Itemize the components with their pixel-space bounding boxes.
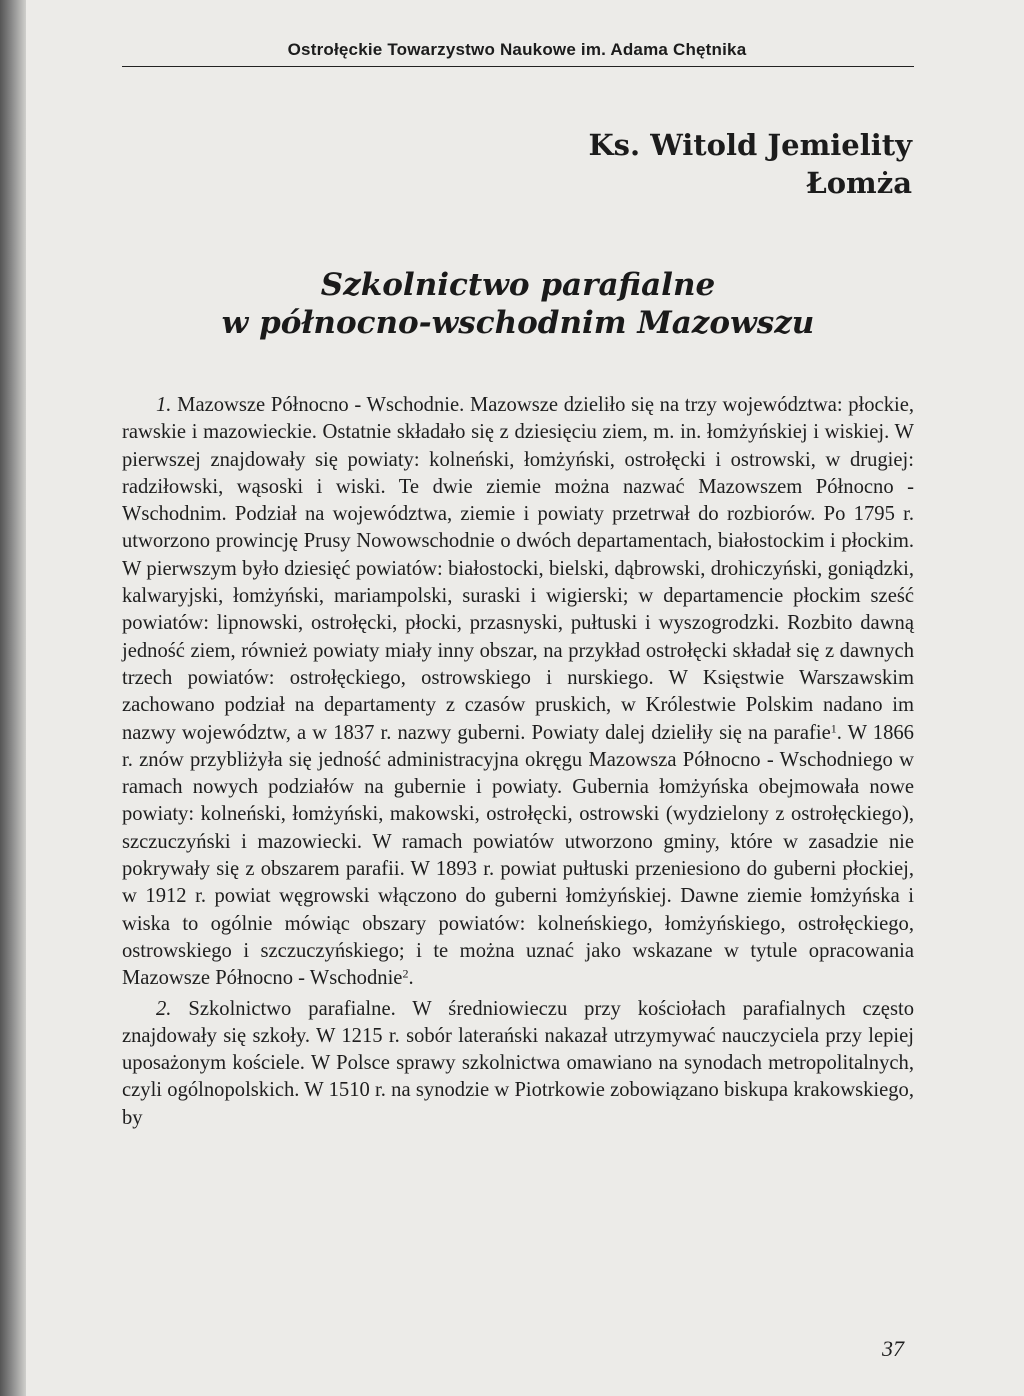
- header-rule: [122, 66, 914, 67]
- title-line-1: Szkolnictwo parafialne: [320, 267, 716, 303]
- author-block: [588, 126, 912, 202]
- section-1-text-a: Mazowsze Północno - Wschodnie. Mazowsze dzieliło się na trzy województwa: płockie, rawskie i mazowieckie. Ostatnie składało się z dziesięciu ziem, m. in. łomżyńskiej i wiskiej. W pierwszej znajdowały się powiaty: kolneński, łomżyński, ostrołęcki i ostrowski, w drugiej: radziłowski, wąsoski i wiski. Te dwie ziemie można nazwać Mazowszem Północno - Wschodnim. Podział na województwa, ziemie i powiaty przetrwał do rozbiorów. Po 1795 r. utworzono prowincję Prusy Nowowschodnie o dwóch departamentach, białostockim i płockim. W pierwszym było dziesięć powiatów: białostocki, bielski, dąbrowski, drohiczyński, goniądzki, kalwaryjski, łomżyński, mariampolski, suraski i wigierski; w departamencie płockim sześć powiatów: lipnowski, ostrołęcki, płocki, przasnyski, pułtuski i wyszogrodzki. Rozbito dawną jedność ziem, również powiaty miały inny obszar, na przykład ostrołęcki składał się z dawnych trzech powiatów: ostrołęckiego, ostrowskiego i nurskiego. W Księstwie Warszawskim zachowano podział na departamenty z czasów pruskich, w Królestwie Polskim nadano im nazwy województw, a w 1837 r. nazwy guberni. Powiaty dalej dzieliły się na parafie: [122, 394, 915, 744]
- section-number-2: 2.: [156, 997, 172, 1020]
- section-1-text-c: .: [408, 967, 414, 990]
- title-line-2: w północno-wschodnim Mazowszu: [221, 305, 815, 341]
- footnote-ref-1: 1: [830, 720, 837, 735]
- footnote-ref-2: 2: [402, 966, 409, 981]
- paragraph-section-2: [122, 996, 914, 1132]
- section-number-1: 1.: [156, 394, 172, 416]
- page-number: 37: [882, 1336, 904, 1361]
- article-title: [122, 266, 914, 342]
- section-2-text: Szkolnictwo parafialne. W średniowieczu przy kościołach parafialnych często znajdowały się szkoły. W 1215 r. sobór laterański nakazał utrzymywać nauczyciela przy lepiej uposażonym kościele. W Polsce sprawy szkolnictwa omawiano na synodach metropolitalnych, czyli ogólnopolskich. W 1510 r. na synodzie w Piotrkowie zobowiązano biskupa krakowskiego, by: [122, 997, 914, 1129]
- section-1-text-b: . W 1866 r. znów przybliżyła się jedność administracyjna okręgu Mazowsza Północno - Wschodniego w ramach nowych podziałów na gubernie i powiaty. Gubernia łomżyńska obejmowała nowe powiaty: kolneński, łomżyński, makowski, ostrołęcki, ostrowski (wydzielony z ostrołęckiego), szczuczyński i mazowiecki. W ramach powiatów utworzono gminy, które w zasadzie nie pokrywały się z obszarem parafii. W 1893 r. powiat pułtuski przeniesiono do guberni płockiej, w 1912 r. powiat węgrowski włączono do guberni łomżyńskiej. Dawne ziemie łomżyńska i wiska to ogólnie mówiąc obszary powiatów: kolneńskiego, łomżyńskiego, ostrołęckiego, ostrowskiego i szczuczyńskiego; i te można uznać jako wskazane w tytule opracowania Mazowsze Północno - Wschodnie: [122, 721, 914, 990]
- author-name: Ks. Witold Jemielity: [588, 128, 912, 162]
- running-head: Ostrołęckie Towarzystwo Naukowe im. Adama Chętnika: [287, 40, 747, 59]
- book-spine-shadow: [0, 0, 26, 1396]
- article-body: [122, 392, 914, 1132]
- author-place: Łomża: [806, 166, 912, 200]
- paragraph-section-1: [122, 392, 914, 993]
